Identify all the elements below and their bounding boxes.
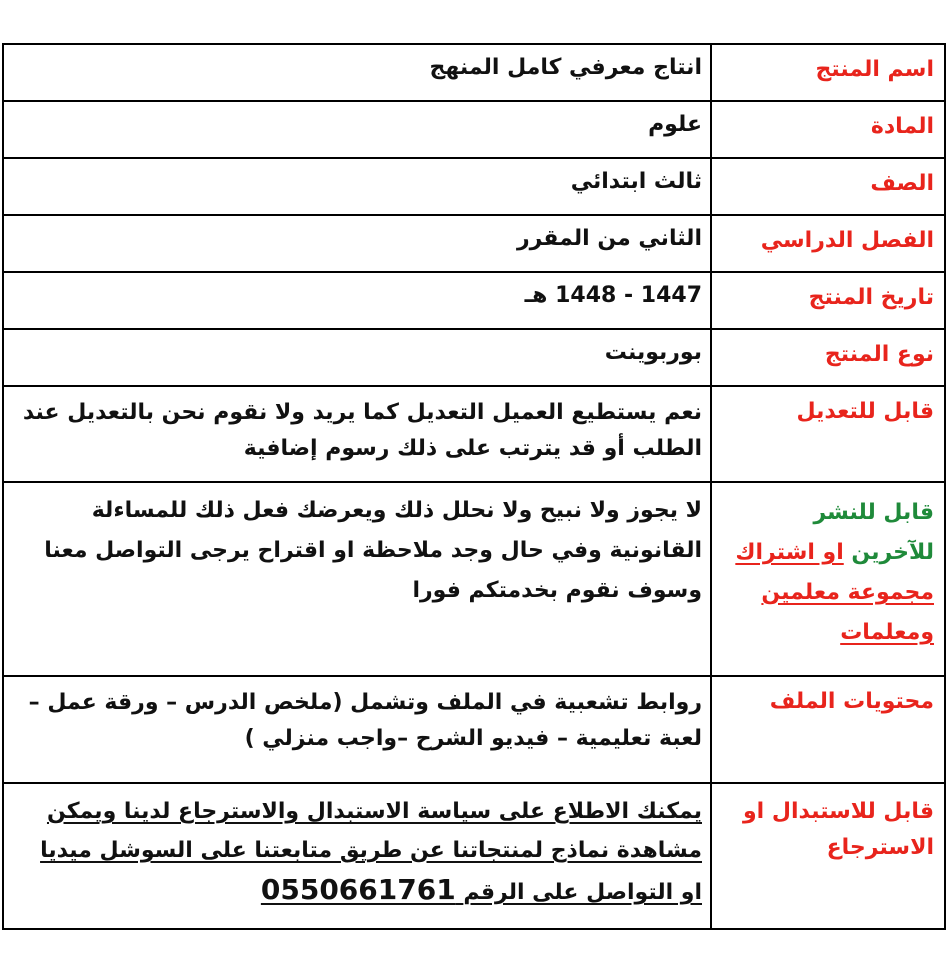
value-subject: علوم (3, 101, 711, 158)
phone-number[interactable]: 0550661761 (260, 873, 456, 906)
label-returnable: قابل للاستبدال او الاسترجاع (711, 783, 945, 929)
value-semester: الثاني من المقرر (3, 215, 711, 272)
value-product-name: انتاج معرفي كامل المنهج (3, 44, 711, 101)
value-grade: ثالث ابتدائي (3, 158, 711, 215)
value-publishable: لا يجوز ولا نبيح ولا نحلل ذلك ويعرضك فعل ذلك للمساءلة القانونية وفي حال وجد ملاحظة او اقتراح يرجى التواصل معنا وسوف نقوم بخدمتكم فورا (3, 482, 711, 676)
label-publishable-part2: للآخرين (851, 540, 934, 565)
table-row (3, 158, 945, 215)
table-row (3, 386, 945, 482)
value-file-contents: روابط تشعبية في الملف وتشمل (ملخص الدرس – ورقة عمل – لعبة تعليمية – فيديو الشرح –واجب منزلي ) (3, 676, 711, 783)
table-row (3, 101, 945, 158)
table-row (3, 272, 945, 329)
value-returnable (3, 783, 711, 929)
label-publishable-part3: او اشتراك (735, 540, 844, 565)
table-row (3, 482, 945, 676)
label-grade: الصف (711, 158, 945, 215)
value-editable: نعم يستطيع العميل التعديل كما يريد ولا نقوم نحن بالتعديل عند الطلب أو قد يترتب على ذلك رسوم إضافية (3, 386, 711, 482)
table-row (3, 783, 945, 929)
label-product-date: تاريخ المنتج (711, 272, 945, 329)
table-row (3, 676, 945, 783)
table-row (3, 329, 945, 386)
label-publishable-part4: مجموعة معلمين ومعلمات (761, 580, 934, 645)
value-product-date: 1447 - 1448 هـ (3, 272, 711, 329)
label-product-type: نوع المنتج (711, 329, 945, 386)
label-semester: الفصل الدراسي (711, 215, 945, 272)
label-product-name: اسم المنتج (711, 44, 945, 101)
label-editable: قابل للتعديل (711, 386, 945, 482)
returnable-text: يمكنك الاطلاع على سياسة الاستبدال والاسترجاع لدينا ويمكن مشاهدة نماذج لمنتجاتنا عن طريق متابعتنا على السوشل ميديا او التواصل على الرقم (40, 799, 702, 905)
label-publishable-part1: قابل للنشر (813, 500, 934, 525)
label-file-contents: محتويات الملف (711, 676, 945, 783)
table-row (3, 44, 945, 101)
table-row (3, 215, 945, 272)
label-subject: المادة (711, 101, 945, 158)
product-spec-table (2, 43, 946, 930)
label-publishable (711, 482, 945, 676)
value-product-type: بوربوينت (3, 329, 711, 386)
